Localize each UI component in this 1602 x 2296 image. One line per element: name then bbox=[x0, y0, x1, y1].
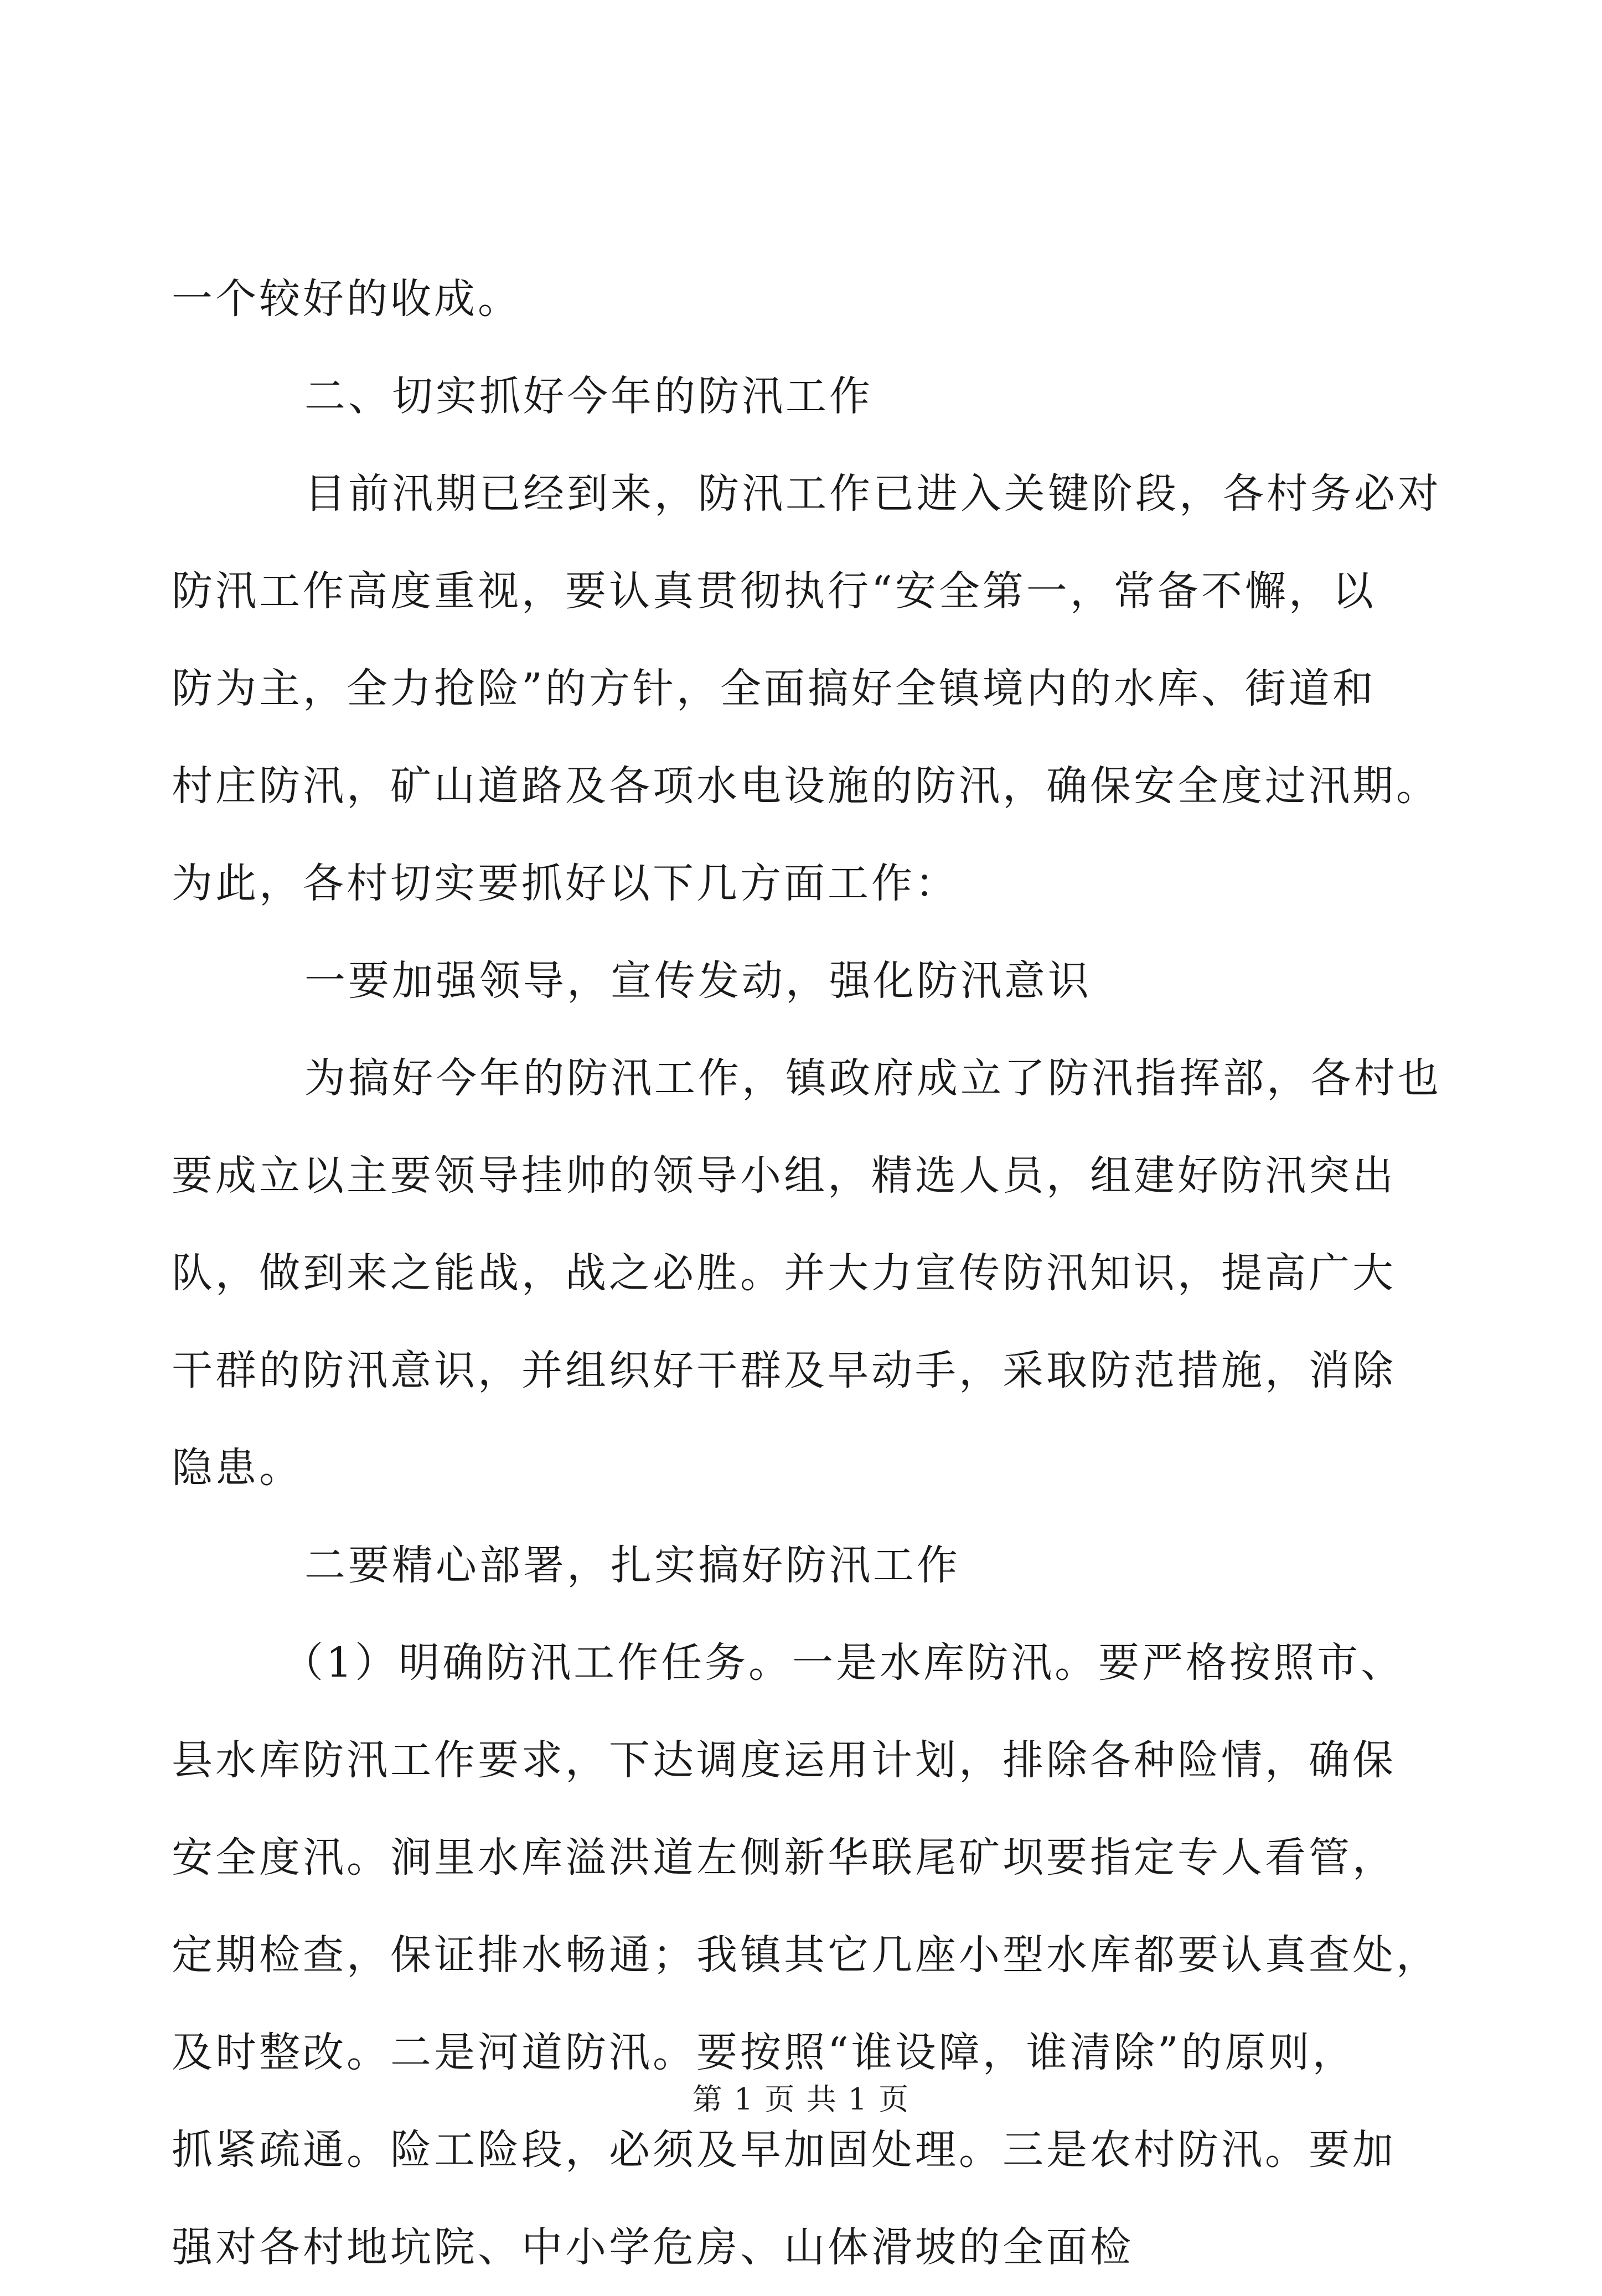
paragraph-line: 抓紧疏通。险工险段，必须及早加固处理。三是农村防汛。要加 bbox=[172, 2126, 1396, 2174]
paragraph-line: 防汛工作高度重视，要认真贯彻执行“安全第一，常备不懈，以 bbox=[172, 567, 1376, 615]
paragraph-line: 干群的防汛意识，并组织好干群及早动手，采取防范措施，消除 bbox=[172, 1347, 1396, 1394]
paragraph-line: 及时整改。二是河道防汛。要按照“谁设障，谁清除”的原则， bbox=[172, 2029, 1356, 2076]
paragraph-line: 队，做到来之能战，战之必胜。并大力宣传防汛知识，提高广大 bbox=[172, 1249, 1396, 1297]
paragraph-line: 防为主，全力抢险”的方针，全面搞好全镇境内的水库、街道和 bbox=[172, 665, 1376, 712]
document-body bbox=[172, 250, 1441, 2296]
paragraph-line: 县水库防汛工作要求，下达调度运用计划，排除各种险情，确保 bbox=[172, 1736, 1396, 1784]
subsection-heading: 二要精心部署，扎实搞好防汛工作 bbox=[304, 1542, 960, 1589]
paragraph-line: 村庄防汛，矿山道路及各项水电设施的防汛，确保安全度过汛期。 bbox=[172, 762, 1440, 810]
paragraph-line: 为此，各村切实要抓好以下几方面工作： bbox=[172, 860, 959, 907]
paragraph-line: 为搞好今年的防汛工作，镇政府成立了防汛指挥部，各村也 bbox=[304, 1054, 1441, 1102]
paragraph-line: 强对各村地坑院、中小学危房、山体滑坡的全面检 bbox=[172, 2223, 1134, 2271]
paragraph-line: 一个较好的收成。 bbox=[172, 275, 521, 323]
paragraph-line: 隐患。 bbox=[172, 1444, 303, 1492]
paragraph-line: 要成立以主要领导挂帅的领导小组，精选人员，组建好防汛突出 bbox=[172, 1152, 1396, 1199]
page-number-footer: 第 1 页 共 1 页 bbox=[692, 2082, 910, 2117]
section-heading: 二、切实抓好今年的防汛工作 bbox=[304, 373, 873, 420]
paragraph-line: 安全度汛。涧里水库溢洪道左侧新华联尾矿坝要指定专人看管， bbox=[172, 1834, 1396, 1881]
paragraph-line: 目前汛期已经到来，防汛工作已进入关键阶段，各村务必对 bbox=[304, 470, 1441, 518]
subsection-heading: 一要加强领导，宣传发动，强化防汛意识 bbox=[304, 957, 1092, 1005]
paragraph-line: （1）明确防汛工作任务。一是水库防汛。要严格按照市、 bbox=[282, 1639, 1405, 1687]
paragraph-line: 定期检查，保证排水畅通；我镇其它几座小型水库都要认真查处， bbox=[172, 1931, 1440, 1979]
